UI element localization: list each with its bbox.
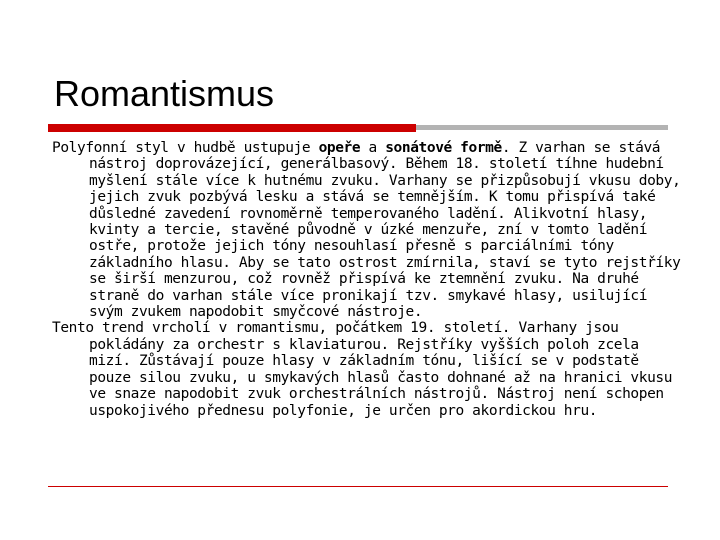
paragraph-1-text-c: . Z varhan se stává nástroj doprovázející, generálbasový. Během 18. století tíhne hudební myšlení stále více k hutnému zvuku. Varhany se přizpůsobují vkusu doby, jejich zvuk pozbývá lesku a stává se temnějším. K tomu přispívá také důsledné zavedení rovnoměrně temperovaného ladění. Alikvotní hlasy, kvinty a tercie, stavěné původně v úzké menzuře, zní v tomto ladění ostře, protože jejich tóny nesouhlasí přesně s parciálními tóny základního hlasu. Aby se tato ostrost zmírnila, staví se tyto rejstříky se širší menzurou, což rovněž přispívá ke ztemnění zvuku. Na druhé straně do varhan stále více pronikají tzv. smykavé hlasy, usilující svým zvukem napodobit smyčcové nástroje. xyxy=(89,140,681,321)
paragraph-1-text-a: Polyfonní styl v hudbě ustupuje xyxy=(52,140,319,156)
slide-title: Romantismus xyxy=(54,73,275,114)
slide-body xyxy=(52,140,682,419)
paragraph-1 xyxy=(52,140,682,320)
paragraph-1-text-b: a xyxy=(360,140,386,156)
paragraph-2: Tento trend vrcholí v romantismu, počátkem 19. století. Varhany jsou pokládány za orchestr s klaviaturou. Rejstříky vyšších poloh zcela mizí. Zůstávají pouze hlasy v základním tónu, lišící se v podstatě pouze silou zvuku, u smykavých hlasů často dohnané až na hranici vkusu ve snaze napodobit zvuk orchestrálních nástrojů. Nástroj není schopen uspokojivého přednesu polyfonie, je určen pro akordickou hru. xyxy=(52,320,673,419)
bottom-rule xyxy=(48,486,668,487)
title-underline-red xyxy=(48,124,416,132)
paragraph-1-bold-sonata: sonátové formě xyxy=(385,140,502,156)
paragraph-1-bold-opera: opeře xyxy=(318,140,361,156)
